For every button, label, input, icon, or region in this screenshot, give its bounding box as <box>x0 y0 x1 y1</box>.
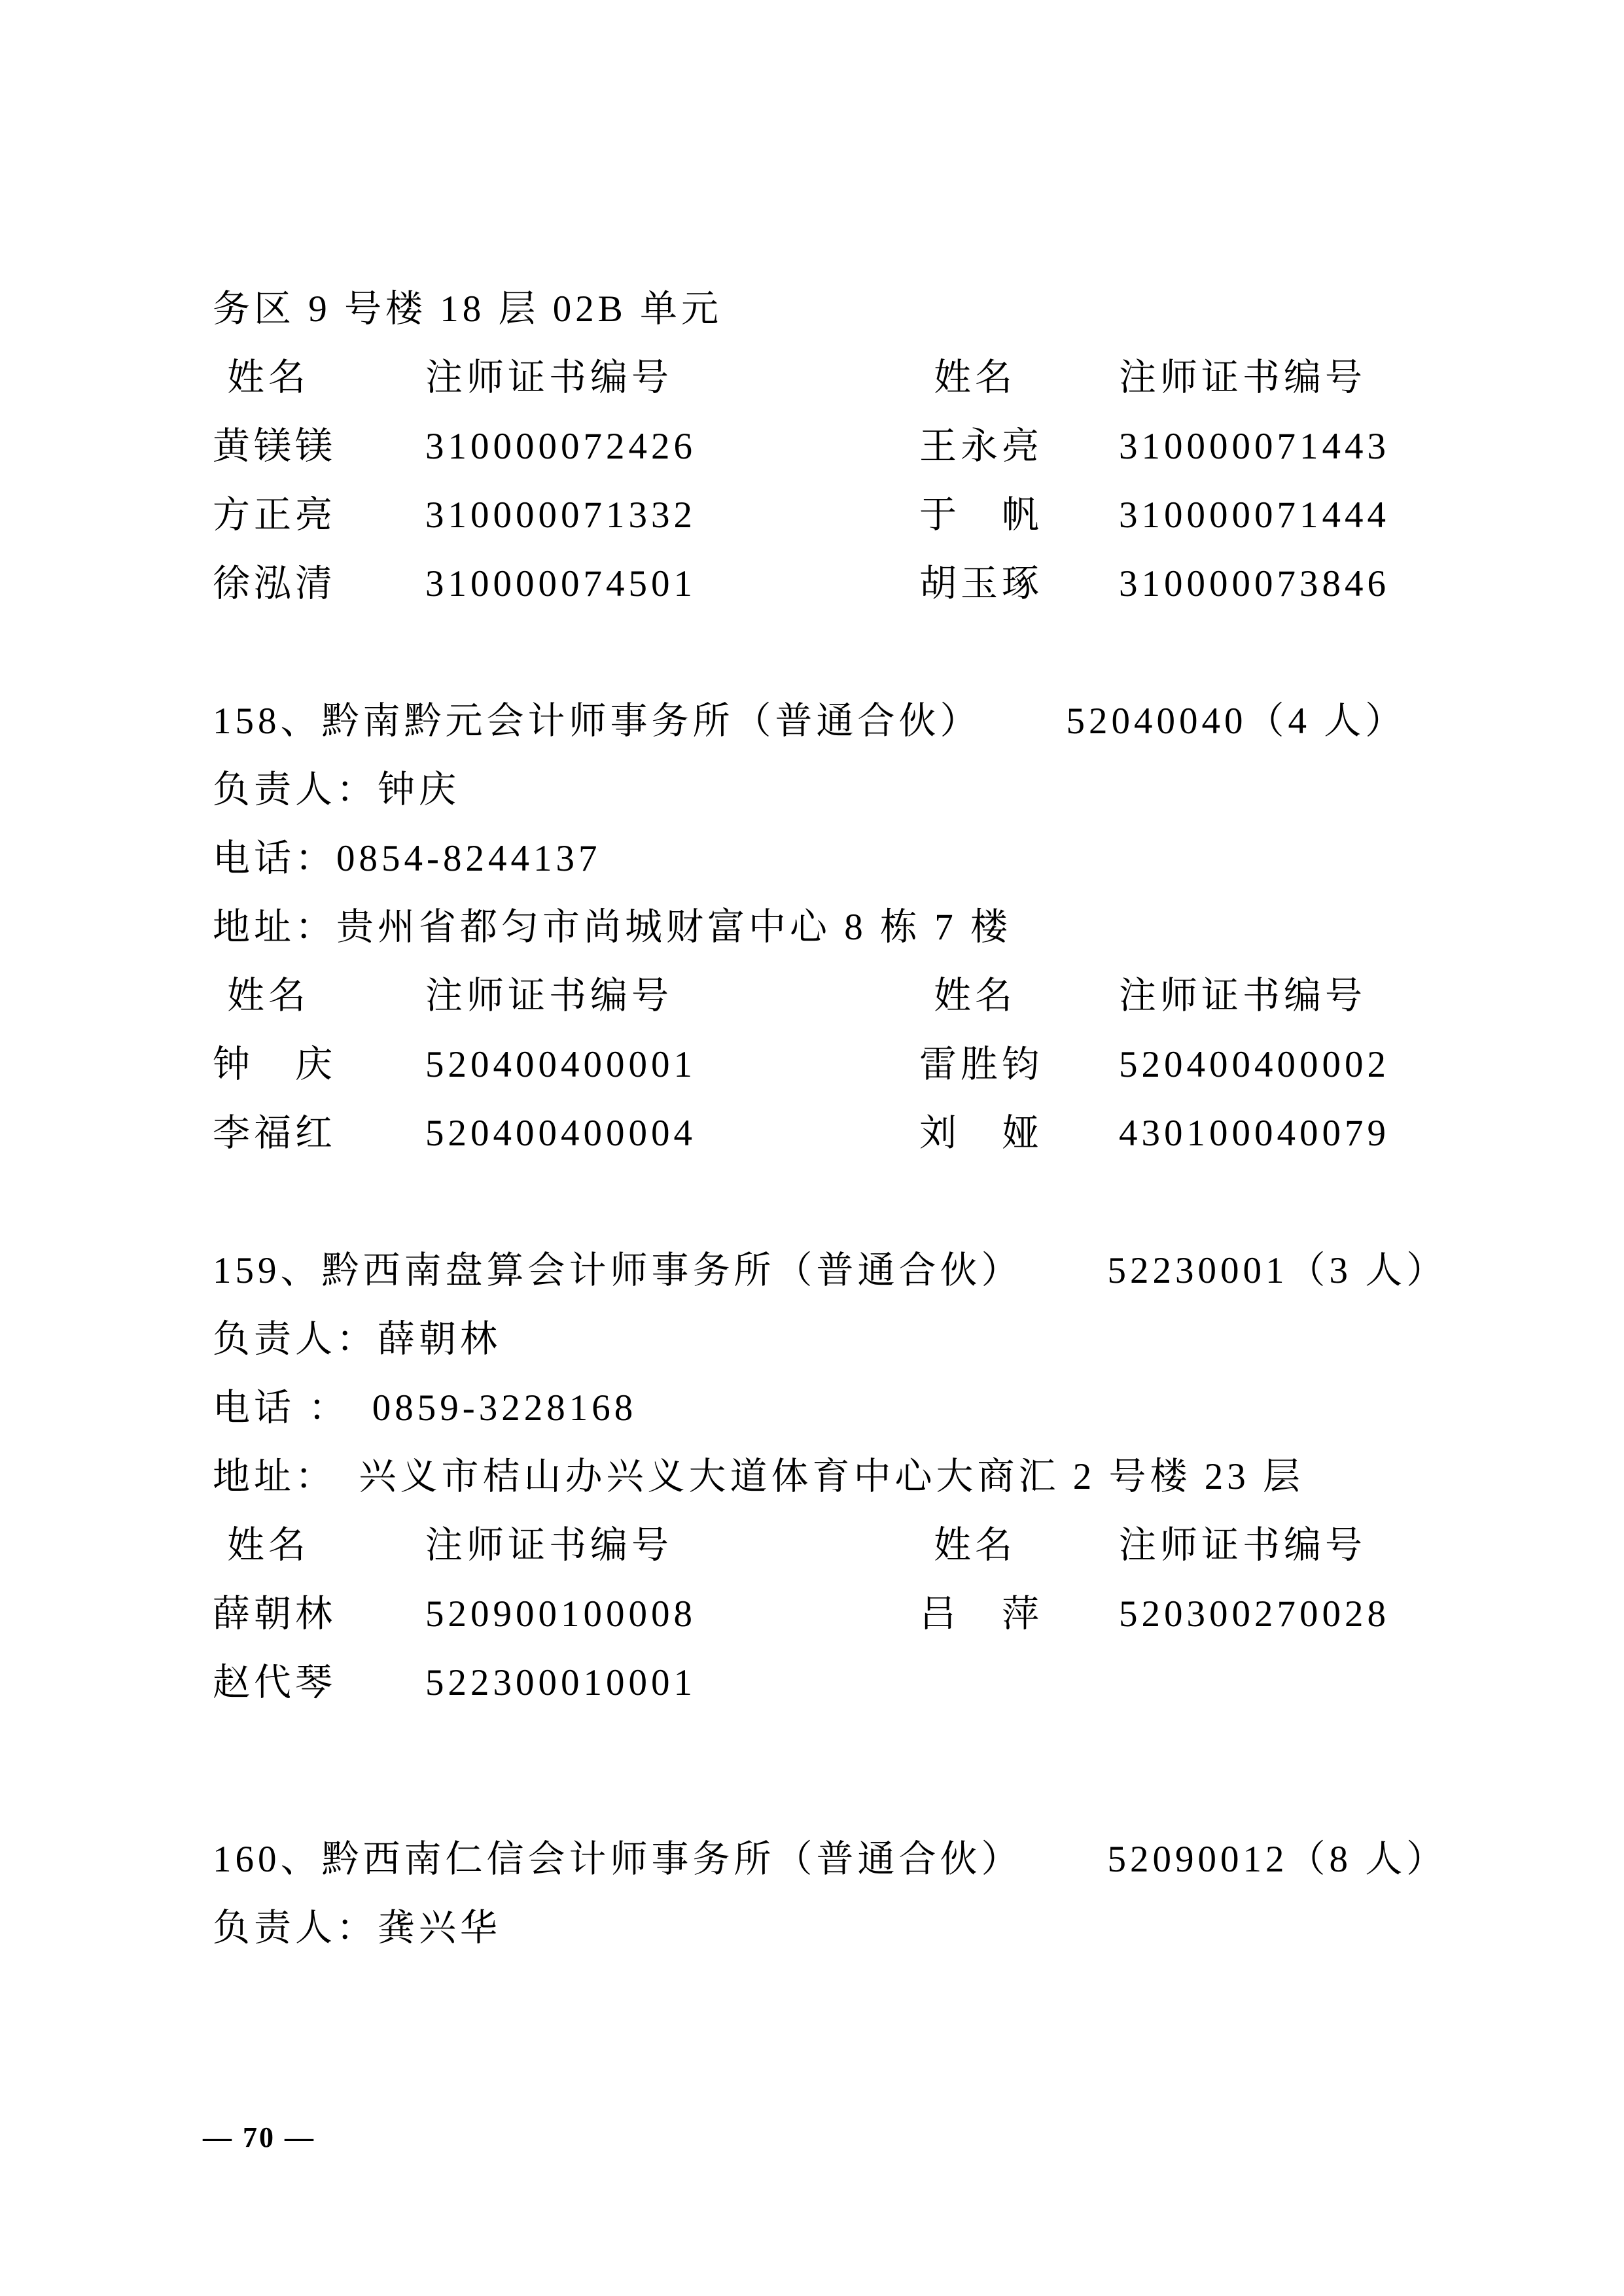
member-name: 胡玉琢 <box>919 563 1043 604</box>
roster-row <box>213 1030 1434 1099</box>
firm-title-158 <box>213 687 1434 756</box>
address-line: 地址：贵州省都匀市尚城财富中心 8 栋 7 楼 <box>213 907 1012 948</box>
phone-line: 电话：0854-8244137 <box>213 838 601 879</box>
firm-title-159 <box>213 1236 1448 1305</box>
member-name: 于 帆 <box>919 495 1043 536</box>
member-name: 方正亮 <box>213 495 336 536</box>
spacer <box>213 1717 1434 1786</box>
firm-name: 160、黔西南仁信会计师事务所（普通合伙） <box>213 1839 1023 1880</box>
cert-number: 520300270028 <box>1119 1593 1390 1635</box>
roster-row <box>213 412 1434 481</box>
page-content <box>213 275 1448 1962</box>
col-header-name: 姓名 <box>934 975 1016 1017</box>
firm-name: 158、黔南黔元会计师事务所（普通合伙） <box>213 701 981 742</box>
roster-header-row <box>213 1511 1434 1580</box>
phone-line: 电话 ： 0859-3228168 <box>213 1387 637 1429</box>
member-name: 刘 娅 <box>919 1113 1043 1154</box>
member-name: 赵代琴 <box>213 1662 336 1703</box>
cert-number: 520400400001 <box>425 1044 696 1085</box>
cert-number <box>1119 1648 1434 1717</box>
member-name: 薛朝林 <box>213 1593 336 1635</box>
firm-title-160 <box>213 1825 1448 1894</box>
roster-row <box>213 1099 1434 1168</box>
cert-number: 430100040079 <box>1119 1113 1390 1154</box>
roster-row <box>213 481 1434 549</box>
col-header-cert: 注师证书编号 <box>1119 975 1366 1017</box>
member-name: 吕 萍 <box>919 1593 1043 1635</box>
col-header-cert: 注师证书编号 <box>425 357 673 398</box>
cert-number: 310000071443 <box>1119 426 1390 467</box>
col-header-name: 姓名 <box>227 975 309 1017</box>
cert-number: 520900100008 <box>425 1593 696 1635</box>
roster-row <box>213 549 1434 618</box>
page-number: — 70 — <box>203 2121 315 2153</box>
roster-header-row <box>213 343 1434 412</box>
cert-number: 310000071444 <box>1119 495 1390 536</box>
spacer <box>213 1168 1434 1236</box>
firm-code: 52090012（8 人） <box>1107 1839 1448 1880</box>
roster-row <box>213 1580 1434 1648</box>
firm-name: 159、黔西南盘算会计师事务所（普通合伙） <box>213 1250 1023 1291</box>
member-name: 黄镁镁 <box>213 426 336 467</box>
roster-header-row <box>213 962 1434 1030</box>
firm-code: 52230001（3 人） <box>1107 1250 1448 1291</box>
col-header-cert: 注师证书编号 <box>1119 357 1366 398</box>
member-name: 钟 庆 <box>213 1044 336 1085</box>
firm-code: 52040040（4 人） <box>1066 701 1407 742</box>
col-header-name: 姓名 <box>934 357 1016 398</box>
roster-row <box>213 1648 1434 1717</box>
cert-number: 310000073846 <box>1119 563 1390 604</box>
member-name: 雷胜钧 <box>919 1044 1043 1085</box>
member-name <box>919 1648 1119 1717</box>
cert-number: 310000074501 <box>425 563 696 604</box>
col-header-cert: 注师证书编号 <box>425 1525 673 1566</box>
cert-number: 310000071332 <box>425 495 696 536</box>
cert-number: 520400400004 <box>425 1113 696 1154</box>
address-continuation-line: 务区 9 号楼 18 层 02B 单元 <box>213 288 723 330</box>
manager-line: 负责人：薛朝林 <box>213 1319 501 1360</box>
cert-number: 522300010001 <box>425 1662 696 1703</box>
col-header-cert: 注师证书编号 <box>1119 1525 1366 1566</box>
cert-number: 310000072426 <box>425 426 696 467</box>
spacer <box>213 618 1434 687</box>
col-header-cert: 注师证书编号 <box>425 975 673 1017</box>
col-header-name: 姓名 <box>934 1525 1016 1566</box>
member-name: 王永亮 <box>919 426 1043 467</box>
cert-number: 520400400002 <box>1119 1044 1390 1085</box>
col-header-name: 姓名 <box>227 357 309 398</box>
spacer <box>213 1786 1434 1825</box>
address-line: 地址： 兴义市桔山办兴义大道体育中心大商汇 2 号楼 23 层 <box>213 1456 1304 1497</box>
member-name: 李福红 <box>213 1113 336 1154</box>
manager-line: 负责人：钟庆 <box>213 769 460 810</box>
member-name: 徐泓清 <box>213 563 336 604</box>
col-header-name: 姓名 <box>227 1525 309 1566</box>
manager-line: 负责人：龚兴华 <box>213 1907 501 1949</box>
